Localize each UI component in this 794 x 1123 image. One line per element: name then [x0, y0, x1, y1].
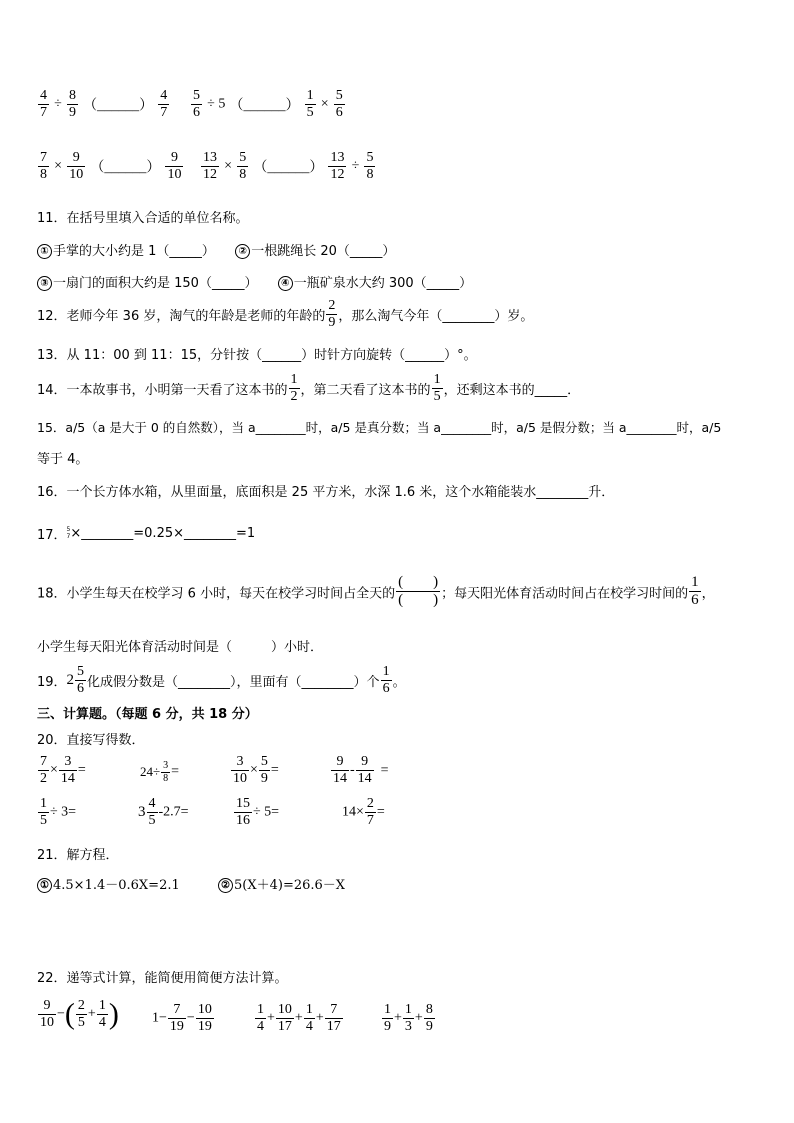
fraction: $\frac{5}{8}$ — [239, 150, 247, 183]
q20-expr7: $\frac{15}{16}$ ÷ 5= — [236, 796, 280, 829]
answer-blank[interactable]: （______） — [253, 160, 324, 176]
q22-expr4: $\frac{1}{9}$ + $\frac{1}{3}$ + $\frac{8}{9}$ — [384, 1002, 433, 1035]
fraction: $\frac{2}{9}$ — [328, 298, 336, 331]
fraction: $\frac{4}{5}$ — [148, 796, 156, 829]
circled-number: ① — [37, 244, 52, 259]
q20-title: 20．直接写得数． — [37, 733, 145, 748]
fraction: $\frac{4}{7}$ — [160, 88, 168, 121]
circled-number: ② — [235, 244, 250, 259]
blank-fraction[interactable]: $\frac{( )}{( )}$ — [398, 574, 439, 609]
q22-expr2: 1− $\frac{7}{19}$ − $\frac{10}{19}$ — [152, 1002, 212, 1035]
fraction: $\frac{5}{6}$ — [335, 88, 343, 121]
q21-title: 21．解方程． — [37, 848, 119, 863]
fraction: $\frac{7}{17}$ — [326, 1002, 341, 1035]
circled-number: ② — [218, 878, 233, 893]
fraction: $\frac{3}{8}$ — [163, 760, 169, 784]
compare-row2-b: $\frac{13}{12}$ × $\frac{5}{8}$ （______） $\frac{13}{12}$ ÷ $\frac{5}{8}$ — [203, 150, 374, 183]
fraction: $\frac{1}{6}$ — [382, 664, 390, 697]
q20-expr1: $\frac{7}{2}$ × $\frac{3}{14}$ = — [40, 754, 86, 787]
q18-line1: 18．小学生每天在校学习 6 小时，每天在校学习时间占全天的 $\frac{( )}{( )}$ ；每天阳光体育活动时间占在校学习时间的 $\frac{1}{6}$ ， — [37, 574, 715, 609]
fraction: $\frac{8}{9}$ — [425, 1002, 433, 1035]
q11-title: 11．在括号里填入合适的单位名称。 — [37, 211, 249, 226]
fraction: $\frac{1}{5}$ — [433, 372, 441, 405]
fraction: $\frac{5}{8}$ — [366, 150, 374, 183]
answer-blank[interactable]: （______） — [90, 160, 161, 176]
section-title: 三、计算题。（每题 6 分，共 18 分） — [37, 707, 258, 722]
q22-title: 22．递等式计算，能简便用简便方法计算。 — [37, 971, 288, 986]
fraction: $\frac{5}{6}$ — [193, 88, 200, 121]
q11-line2: ③ 一扇门的面积大约是 150（_____） ④ 一瓶矿泉水大约 300（_____） — [37, 272, 472, 291]
q20-expr4: $\frac{9}{14}$ - $\frac{9}{14}$ = — [333, 754, 389, 787]
q15-line1: 15．a/5（a 是大于 0 的自然数），当 a________时，a/5 是真分数；当 a________时，a/5 是假分数；当 a________时，a/5 — [37, 420, 722, 435]
q20-expr2: 24÷ $\frac{3}{8}$ = — [140, 760, 180, 784]
fraction: $\frac{10}{17}$ — [277, 1002, 292, 1035]
fraction: $\frac{1}{3}$ — [404, 1002, 412, 1035]
q20-expr8: 14× $\frac{2}{7}$ = — [342, 796, 385, 829]
fraction: $\frac{1}{4}$ — [305, 1002, 313, 1035]
compare-row1-b: $\frac{5}{6}$ ÷ 5 （______） $\frac{1}{5}$ × $\frac{5}{6}$ — [193, 88, 343, 121]
q14: 14．一本故事书，小明第一天看了这本书的 $\frac{1}{2}$ ，第二天看了这本书的 $\frac{1}{5}$ ，还剩这本书的_____． — [37, 372, 581, 405]
fraction: $\frac{1}{5}$ — [40, 796, 47, 829]
fraction: $\frac{15}{16}$ — [236, 796, 250, 829]
q21-equations: ① 4.5×1.4－0.6X=2.1 ② 5(X＋4)=26.6－X — [37, 874, 345, 893]
fraction: $\frac{9}{14}$ — [357, 754, 372, 787]
fraction: $\frac{3}{10}$ — [233, 754, 247, 787]
tiny-fraction: 5 7 — [66, 525, 71, 540]
q15-line2: 等于 4。 — [37, 452, 89, 467]
q20-expr6: 3 $\frac{4}{5}$ -2.7= — [138, 796, 189, 829]
circled-number: ① — [37, 878, 52, 893]
q20-expr3: $\frac{3}{10}$ × $\frac{5}{9}$ = — [233, 754, 279, 787]
fraction: $\frac{1}{9}$ — [384, 1002, 391, 1035]
q22-expr1: $\frac{9}{10}$ −( $\frac{2}{5}$ + $\frac{1}{4}$ ) — [40, 997, 119, 1031]
fraction: $\frac{1}{2}$ — [290, 372, 298, 405]
q11-line1: ① 手掌的大小约是 1（_____） ② 一根跳绳长 20（_____） — [37, 240, 395, 259]
fraction: $\frac{1}{5}$ — [306, 88, 314, 121]
q12: 12．老师今年 36 岁，淘气的年龄是老师的年龄的 $\frac{2}{9}$ ，那么淘气今年（________）岁。 — [37, 298, 534, 331]
q13: 13．从 11：00 到 11：15，分针按（______）时针方向旋转（______）°。 — [37, 348, 477, 363]
answer-blank[interactable]: （______） — [83, 98, 154, 114]
fraction: $\frac{1}{6}$ — [691, 574, 699, 609]
q17: 17． 5 7 ×________=0.25×________=1 — [37, 525, 256, 543]
fraction: $\frac{10}{19}$ — [197, 1002, 212, 1035]
fraction: $\frac{1}{4}$ — [257, 1002, 264, 1035]
q19: 19．2 $\frac{5}{6}$ 化成假分数是（________），里面有（________）个 $\frac{1}{6}$ 。 — [37, 664, 406, 697]
circled-number: ④ — [278, 276, 293, 291]
fraction: $\frac{13}{12}$ — [330, 150, 345, 183]
fraction: $\frac{9}{10}$ — [40, 998, 54, 1031]
circled-number: ③ — [37, 276, 52, 291]
fraction: $\frac{2}{7}$ — [366, 796, 374, 829]
fraction: $\frac{9}{10}$ — [167, 150, 182, 183]
fraction: $\frac{9}{10}$ — [69, 150, 84, 183]
fraction: $\frac{13}{12}$ — [203, 150, 217, 183]
fraction: $\frac{4}{7}$ — [40, 88, 47, 121]
compare-row2-a: $\frac{7}{8}$ × $\frac{9}{10}$ （______） $\frac{9}{10}$ — [40, 150, 182, 183]
fraction: $\frac{7}{19}$ — [169, 1002, 184, 1035]
fraction: $\frac{7}{2}$ — [40, 754, 47, 787]
fraction: $\frac{9}{14}$ — [333, 754, 347, 787]
q16: 16．一个长方体水箱，从里面量，底面积是 25 平方米，水深 1.6 米，这个水箱能装水________升． — [37, 485, 615, 500]
fraction: $\frac{5}{9}$ — [260, 754, 268, 787]
answer-blank[interactable]: （______） — [229, 98, 300, 114]
fraction: $\frac{5}{6}$ — [77, 664, 85, 697]
fraction: $\frac{7}{8}$ — [40, 150, 47, 183]
fraction: $\frac{3}{14}$ — [60, 754, 75, 787]
compare-row1-a: $\frac{4}{7}$ ÷ $\frac{8}{9}$ （______） $\frac{4}{7}$ — [40, 88, 168, 121]
fraction: $\frac{2}{5}$ — [77, 998, 85, 1031]
q22-expr3: $\frac{1}{4}$ + $\frac{10}{17}$ + $\frac{1}{4}$ + $\frac{7}{17}$ — [257, 1002, 341, 1035]
q20-expr5: $\frac{1}{5}$ ÷ 3= — [40, 796, 77, 829]
fraction: $\frac{1}{4}$ — [98, 998, 106, 1031]
q18-line2: 小学生每天阳光体育活动时间是（ ）小时． — [37, 640, 324, 655]
fraction: $\frac{8}{9}$ — [68, 88, 76, 121]
